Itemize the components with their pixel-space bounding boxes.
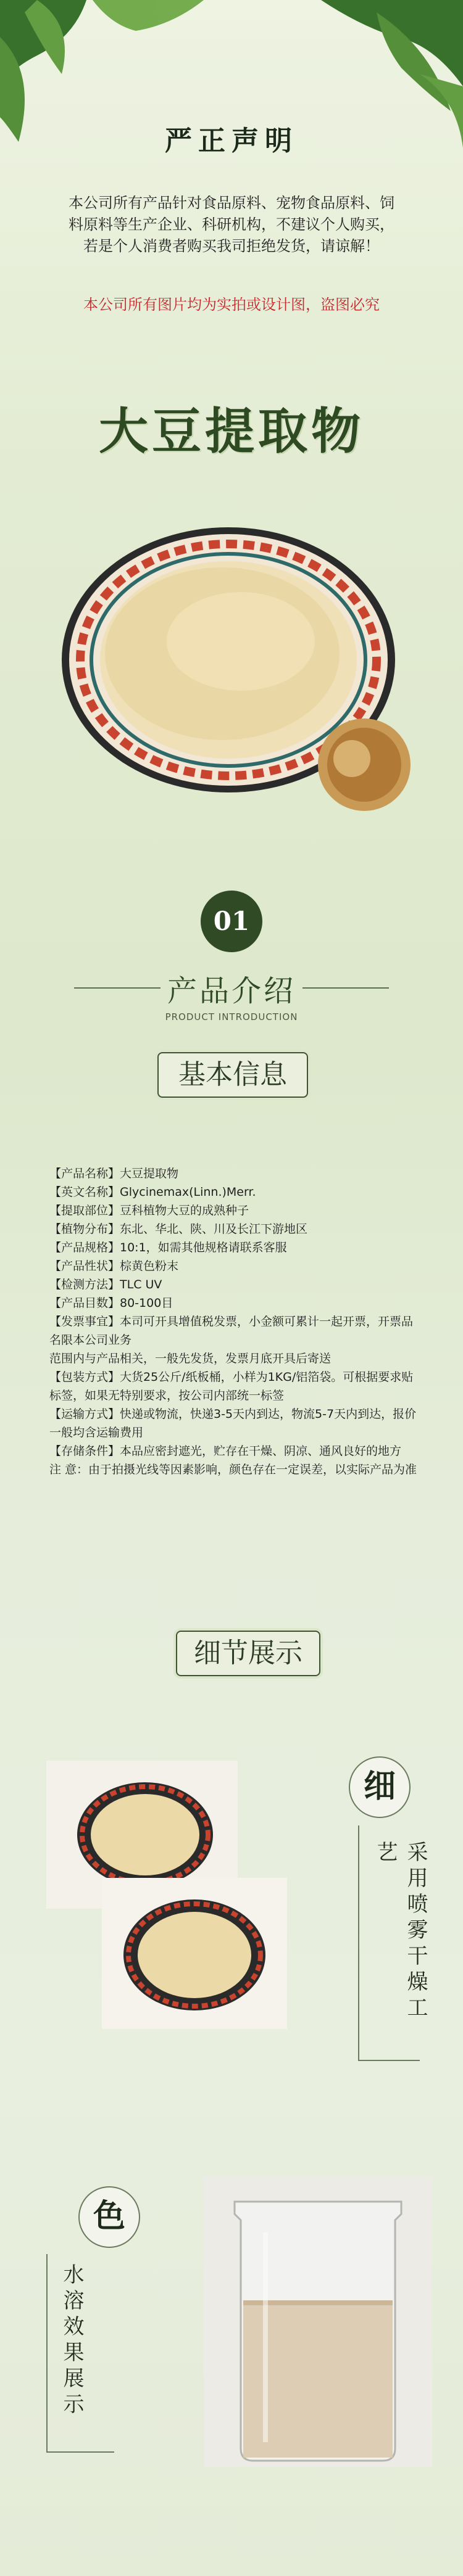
info-row: 注 意：由于拍摄光线等因素影响，颜色存在一定误差，以实际产品为准 (49, 1463, 417, 1476)
statement-warning: 本公司所有图片均为实拍或设计图，盗图必究 (83, 296, 380, 313)
detail-line-1 (358, 1825, 359, 2060)
info-row: 【检测方法】TLC UV (49, 1278, 162, 1291)
info-row: 【存储条件】本品应密封遮光，贮存在干燥、阴凉、通风良好的地方 (49, 1444, 402, 1458)
detail-line-2 (46, 2254, 48, 2451)
detail-line-2b (46, 2451, 114, 2453)
detail-text-process: 采用喷雾干燥工艺 (373, 1841, 428, 2022)
info-row: 【英文名称】Glycinemax(Linn.)Merr. (49, 1185, 256, 1199)
section-number-badge: 01 (201, 891, 262, 952)
statement-body: 本公司所有产品针对食品原料、宠物食品原料、饲料原料等生产企业、科研机构，不建议个人购买，若是个人消费者购买我司拒绝发货，请谅解！ (69, 194, 394, 255)
basic-info-pill: 基本信息 (157, 1052, 308, 1098)
detail-photo-2 (102, 1878, 287, 2029)
info-row: 【提取部位】豆科植物大豆的成熟种子 (49, 1204, 249, 1217)
product-plate-image (56, 506, 426, 826)
info-row: 【植物分布】东北、华北、陕、川及长江下游地区 (49, 1222, 308, 1236)
info-row: 范围内与产品相关，一般先发货，发票月底开具后寄送 (49, 1352, 332, 1365)
section-title: 产品介绍 (167, 974, 296, 1008)
info-row: 【产品名称】大豆提取物 (49, 1167, 179, 1180)
section-subtitle: PRODUCT INTRODUCTION (165, 1011, 298, 1023)
detail-text-solubility: 水溶效果展示 (59, 2263, 84, 2419)
info-row: 【运输方式】快递或物流，快递3-5天内到达，物流5-7天内到达，报价一般均含运输费用 (49, 1407, 417, 1439)
info-row: 【产品性状】棕黄色粉末 (49, 1259, 179, 1273)
detail-badge-fine: 细 (349, 1756, 411, 1818)
product-title: 大豆提取物 (99, 403, 364, 460)
info-row: 【包装方式】大货25公斤/纸板桶，小样为1KG/铝箔袋。可根据要求贴标签，如果无特别要求，按公司内部统一标签 (49, 1370, 414, 1402)
details-pill: 细节展示 (176, 1631, 320, 1676)
statement-title: 严正声明 (165, 125, 298, 157)
info-row: 【产品规格】10:1，如需其他规格请联系客服 (49, 1241, 287, 1254)
detail-badge-color: 色 (78, 2186, 140, 2248)
product-info-list (49, 1164, 420, 1479)
info-row: 【发票事宜】本司可开具增值税发票，小金额可累计一起开票，开票品名限本公司业务 (49, 1315, 414, 1347)
detail-line-1b (358, 2060, 420, 2061)
beaker-photo (204, 2177, 432, 2467)
info-row: 【产品目数】80-100目 (49, 1296, 173, 1310)
